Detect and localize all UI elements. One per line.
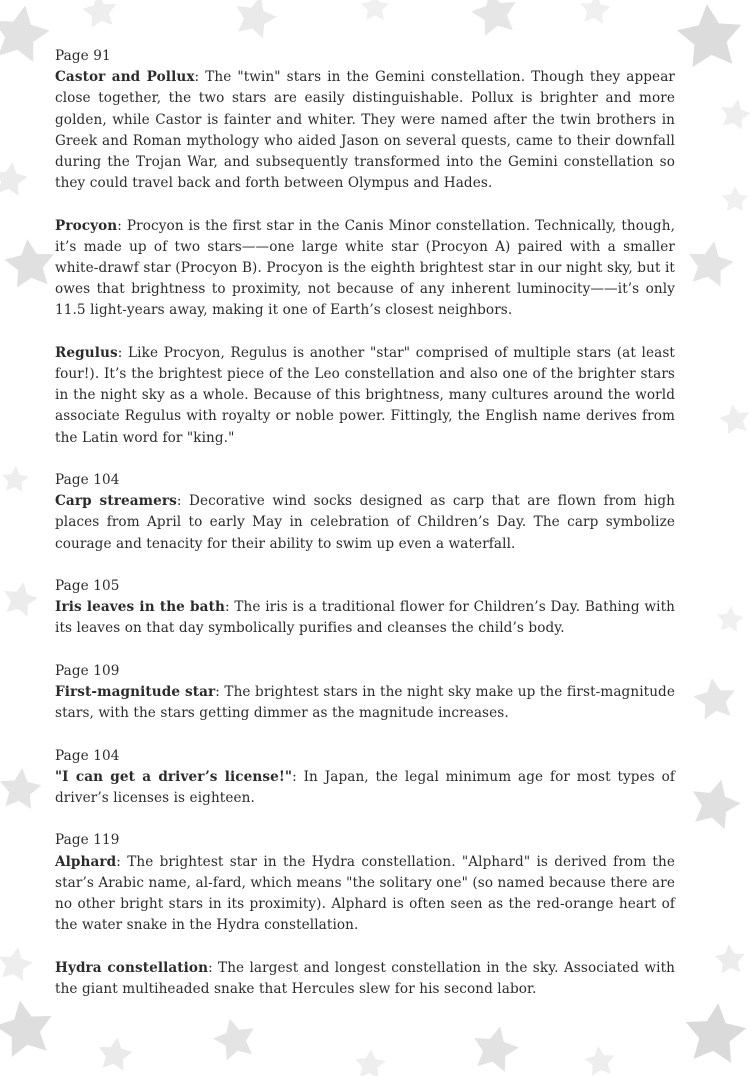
page-reference: Page 109 xyxy=(55,662,120,679)
term: Castor and Pollux xyxy=(55,69,195,86)
definition-text: : The brightest stars in the night sky make up the first-magnitude stars, with the stars getting dimmer as the magnitude increases. xyxy=(55,684,676,722)
page-reference: Page 105 xyxy=(55,578,120,595)
decorative-star-icon xyxy=(474,1027,519,1072)
glossary-entry xyxy=(55,343,675,449)
decorative-star-icon xyxy=(0,162,28,196)
decorative-star-icon xyxy=(584,1046,614,1076)
definition xyxy=(55,767,675,809)
glossary-entry xyxy=(55,216,675,322)
definition xyxy=(55,67,675,194)
term: First-magnitude star xyxy=(55,684,216,701)
glossary-page xyxy=(55,46,675,1021)
page-reference: Page 91 xyxy=(55,48,111,64)
decorative-star-icon xyxy=(355,1049,385,1076)
definition-text: : Decorative wind socks designed as carp that are flown from high places from April to early May in celebration of Children’s Day. The carp symbolize courage and tenacity for their ability to swim up even a waterfall. xyxy=(55,493,675,552)
decorative-star-icon xyxy=(471,0,516,36)
glossary-entry xyxy=(55,830,675,936)
term: Procyon xyxy=(55,217,118,234)
definition-text: : Like Procyon, Regulus is another "star" comprised of multiple stars (at least four!). It’s the brightest piece of the Leo constellation and also one of the brighter stars in the night sky as a whole. Because of this brightness, many cultures around the world associate Regulus with royalty or noble power. Fittingly, the English name derives from the Latin word for "king." xyxy=(55,344,675,446)
definition xyxy=(55,491,675,555)
decorative-star-icon xyxy=(719,404,749,434)
definition-text: : The largest and longest constellation in the sky. Associated with the giant multiheaded snake that Hercules slew for his second labor. xyxy=(55,959,675,997)
decorative-star-icon xyxy=(2,466,29,492)
definition xyxy=(55,597,675,639)
glossary-entry xyxy=(55,746,675,810)
decorative-star-icon xyxy=(722,186,749,211)
decorative-star-icon xyxy=(0,1001,52,1058)
glossary-entry xyxy=(55,576,675,640)
decorative-star-icon xyxy=(717,606,744,632)
term: Regulus xyxy=(55,344,118,361)
definition xyxy=(55,852,675,937)
decorative-star-icon xyxy=(580,0,610,24)
decorative-star-icon xyxy=(693,780,741,829)
definition-text: : The brightest star in the Hydra constellation. "Alphard" is derived from the star’s Arabic name, al-fard, which means "the solitary one" (so named because there are no other bright stars in its proximity). Alphard is often seen as the red-orange heart of the water snake in the Hydra constellation. xyxy=(55,853,675,934)
decorative-star-icon xyxy=(4,582,38,616)
decorative-star-icon xyxy=(0,768,41,809)
glossary-entry xyxy=(55,661,675,725)
definition-text: : In Japan, the legal minimum age for most types of driver’s licenses is eighteen. xyxy=(55,768,676,807)
term: "I can get a driver’s license!" xyxy=(55,768,293,785)
decorative-star-icon xyxy=(721,99,750,129)
page-reference: Page 119 xyxy=(55,832,120,849)
decorative-star-icon xyxy=(213,1019,254,1061)
decorative-star-icon xyxy=(361,0,390,20)
decorative-star-icon xyxy=(82,0,116,28)
decorative-star-icon xyxy=(5,239,54,287)
decorative-star-icon xyxy=(686,1003,747,1062)
definition xyxy=(55,682,675,724)
decorative-star-icon xyxy=(237,0,278,38)
decorative-star-icon xyxy=(99,1037,133,1071)
page-reference: Page 104 xyxy=(55,472,120,489)
definition xyxy=(55,343,675,449)
decorative-star-icon xyxy=(689,241,734,286)
glossary-entry xyxy=(55,958,675,1000)
definition-text: : The "twin" stars in the Gemini constellation. Though they appear close together, the two stars are easily distinguishable. Pollux is brighter and more golden, while Castor is fainter and whiter. They were named after the twin brothers in Greek and Roman mythology who aided Jason on several quests, came to their downfall during the Trojan War, and subsequently transformed into the Gemini constellation so they could travel back and forth between Olympus and Hades. xyxy=(55,69,676,192)
definition xyxy=(55,958,675,1000)
decorative-star-icon xyxy=(0,947,33,981)
glossary-entry xyxy=(55,46,675,194)
glossary-entry xyxy=(55,470,675,555)
decorative-star-icon xyxy=(0,6,50,63)
term: Alphard xyxy=(55,853,117,870)
definition-text: : The iris is a traditional flower for Children’s Day. Bathing with its leaves on that day symbolically purifies and cleanses the child’s body. xyxy=(55,599,675,637)
term: Hydra constellation xyxy=(55,959,209,976)
term: Iris leaves in the bath xyxy=(55,599,225,616)
definition xyxy=(55,216,675,322)
decorative-star-icon xyxy=(715,944,745,974)
page-reference: Page 104 xyxy=(55,747,120,764)
term: Carp streamers xyxy=(55,493,177,510)
definition-text: : Procyon is the first star in the Canis Minor constellation. Technically, though, it’s made up of two stars——one large white star (Procyon A) paired with a smaller white-drawf star (Procyon B). Procyon is the eighth brightest star in our night sky, but it owes that brightness to proximity, not because of any inherent luminocity——it’s only 11.5 light-years away, making it one of Earth’s closest neighbors. xyxy=(55,217,675,319)
decorative-star-icon xyxy=(693,678,735,719)
decorative-star-icon xyxy=(677,4,741,67)
